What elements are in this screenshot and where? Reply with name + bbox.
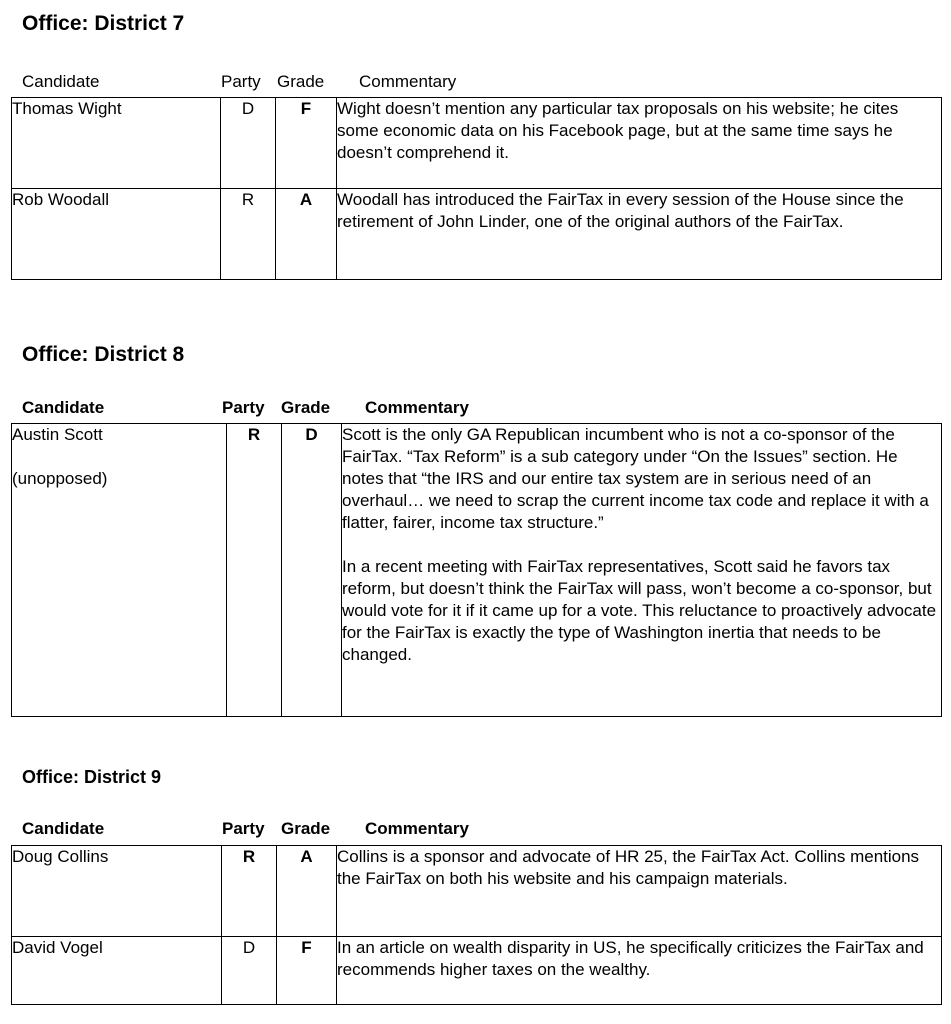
header-candidate: Candidate xyxy=(22,72,100,91)
header-commentary: Commentary xyxy=(359,72,457,91)
commentary-cell: Collins is a sponsor and advocate of HR 25, the FairTax Act. Collins mentions the FairTax on both his website and his campaign materials. xyxy=(337,846,942,937)
header-party: Party xyxy=(222,398,265,417)
candidate-name: Austin Scott xyxy=(12,425,103,444)
commentary-cell: Woodall has introduced the FairTax in every session of the House since the retirement of John Linder, one of the original authors of the FairTax. xyxy=(337,189,942,280)
office-title-district-9: Office: District 9 xyxy=(22,767,162,787)
table-row xyxy=(12,937,942,1005)
header-commentary: Commentary xyxy=(365,398,469,417)
grade-cell: D xyxy=(282,424,342,717)
candidate-name: Thomas Wight xyxy=(12,98,221,189)
commentary-paragraph: In a recent meeting with FairTax representatives, Scott said he favors tax reform, but doesn’t think the FairTax will pass, won’t become a co-sponsor, but would vote for it if it came up for a vote. This reluctance to proactively advocate for the FairTax is exactly the type of Washington inertia that needs to be changed. xyxy=(342,557,937,664)
candidate-note: (unopposed) xyxy=(12,469,108,488)
party-cell: D xyxy=(221,98,276,189)
table-row xyxy=(12,98,942,189)
header-party: Party xyxy=(221,72,261,91)
header-candidate: Candidate xyxy=(22,819,105,838)
party-cell: R xyxy=(227,424,282,717)
party-cell: R xyxy=(221,189,276,280)
commentary-cell: In an article on wealth disparity in US, he specifically criticizes the FairTax and recommends higher taxes on the wealthy. xyxy=(337,937,942,1005)
candidate-name: Rob Woodall xyxy=(12,189,221,280)
commentary-paragraph: Scott is the only GA Republican incumbent who is not a co-sponsor of the FairTax. “Tax Reform” is a sub category under “On the Issues” section. He notes that “the IRS and our entire tax system are in serious need of an overhaul… we need to scrap the current income tax code and replace it with a flatter, fairer, income tax structure.” xyxy=(342,425,929,532)
candidate-cell xyxy=(12,424,227,717)
grade-cell: F xyxy=(277,937,337,1005)
candidates-table-district-7 xyxy=(11,97,942,280)
office-title-district-7: Office: District 7 xyxy=(22,12,185,35)
commentary-cell xyxy=(342,424,942,717)
candidate-name: Doug Collins xyxy=(12,846,222,937)
office-title-district-8: Office: District 8 xyxy=(22,343,185,366)
table-row xyxy=(12,424,942,717)
party-cell: D xyxy=(222,937,277,1005)
grade-cell: F xyxy=(276,98,337,189)
commentary-cell: Wight doesn’t mention any particular tax proposals on his website; he cites some economic data on his Facebook page, but at the same time says he doesn’t comprehend it. xyxy=(337,98,942,189)
header-grade: Grade xyxy=(281,398,331,417)
header-candidate: Candidate xyxy=(22,398,105,417)
party-cell: R xyxy=(222,846,277,937)
table-row xyxy=(12,846,942,937)
header-party: Party xyxy=(222,819,265,838)
header-grade: Grade xyxy=(281,819,331,838)
candidates-table-district-8 xyxy=(11,423,942,717)
header-grade: Grade xyxy=(277,72,325,91)
candidates-table-district-9 xyxy=(11,845,942,1005)
grade-cell: A xyxy=(277,846,337,937)
header-commentary: Commentary xyxy=(365,819,469,838)
candidate-name: David Vogel xyxy=(12,937,222,1005)
table-row xyxy=(12,189,942,280)
grade-cell: A xyxy=(276,189,337,280)
